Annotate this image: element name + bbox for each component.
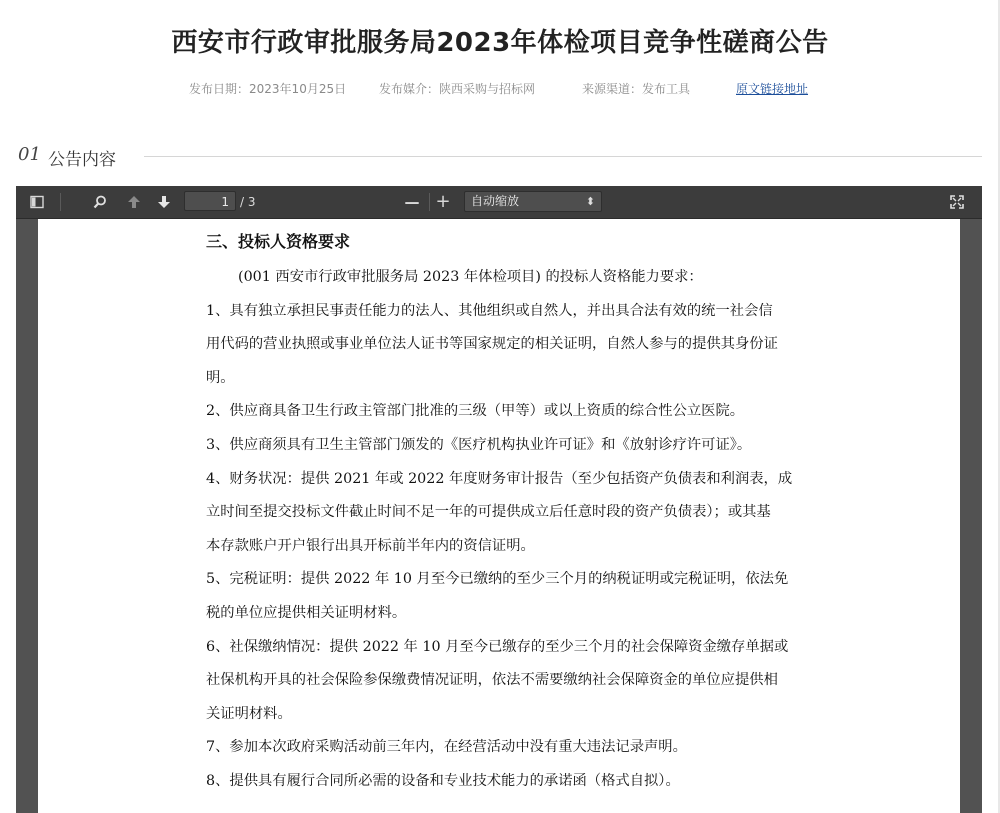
document-line: 4、财务状况：提供 2021 年或 2022 年度财务审计报告（至少包括资产负债表和利润表，成 <box>206 470 793 487</box>
publish-media <box>379 80 535 97</box>
sidebar-toggle-icon <box>30 195 44 209</box>
source-channel-label: 来源渠道： <box>582 82 643 96</box>
meta-row <box>0 80 1000 98</box>
document-line: 关证明材料。 <box>206 705 292 722</box>
document-line: 社保机构开具的社会保险参保缴费情况证明，依法不需要缴纳社会保障资金的单位应提供相 <box>206 672 778 689</box>
pdf-toolbar <box>16 186 982 219</box>
publish-media-label: 发布媒介： <box>379 82 440 96</box>
document-line: 用代码的营业执照或事业单位法人证书等国家规定的相关证明，自然人参与的提供其身份证 <box>206 336 778 353</box>
document-page <box>38 219 960 813</box>
publish-media-value: 陕西采购与招标网 <box>439 82 536 96</box>
document-line: 3、供应商须具有卫生主管部门颁发的《医疗机构执业许可证》和《放射诊疗许可证》。 <box>206 436 752 453</box>
arrow-down-icon <box>157 195 171 209</box>
document-line: 2、供应商具备卫生行政主管部门批准的三级（甲等）或以上资质的综合性公立医院。 <box>206 403 745 420</box>
document-line: 立时间至提交投标文件截止时间不足一年的可提供成立后任意时段的资产负债表）；或其基 <box>206 504 771 521</box>
document-line: (001 西安市行政审批服务局 2023 年体检项目) 的投标人资格能力要求： <box>238 269 703 285</box>
original-link[interactable]: 原文链接地址 <box>736 82 809 96</box>
document-heading: 三、投标人资格要求 <box>206 232 351 251</box>
zoom-select[interactable] <box>464 191 602 212</box>
document-line: 7、参加本次政府采购活动前三年内，在经营活动中没有重大违法记录声明。 <box>206 739 687 756</box>
source-channel-value: 发布工具 <box>642 82 691 96</box>
page-title: 西安市行政审批服务局2023年体检项目竞争性磋商公告 <box>171 28 829 58</box>
next-page-button[interactable] <box>151 191 177 213</box>
document-content <box>206 227 806 799</box>
document-line: 6、社保缴纳情况：提供 2022 年 10 月至今已缴存的至少三个月的社会保障资金缴存单据或 <box>206 638 789 655</box>
section-header <box>18 144 982 168</box>
zoom-select-value: 自动缩放 <box>471 194 520 208</box>
fullscreen-icon <box>950 195 964 209</box>
publish-date-value: 2023年10月25日 <box>249 82 347 96</box>
zoom-out-button[interactable]: — <box>404 193 420 211</box>
search-icon <box>93 195 107 209</box>
publish-date-label: 发布日期： <box>189 82 250 96</box>
page-number-input[interactable]: 1 <box>184 191 236 211</box>
search-button[interactable] <box>87 191 113 213</box>
document-line: 明。 <box>206 369 235 386</box>
arrow-up-icon <box>127 195 141 209</box>
page-count: / 3 <box>240 195 256 209</box>
document-line: 本存款账户开户银行出具开标前半年内的资信证明。 <box>206 537 535 554</box>
document-line: 税的单位应提供相关证明材料。 <box>206 604 407 621</box>
section-divider <box>144 156 982 157</box>
section-label: 公告内容 <box>48 150 116 170</box>
document-line: 8、提供具有履行合同所必需的设备和专业技术能力的承诺函（格式自拟）。 <box>206 772 680 789</box>
previous-page-button[interactable] <box>121 191 147 213</box>
sidebar-toggle-button[interactable] <box>24 191 50 213</box>
document-line: 5、完税证明：提供 2022 年 10 月至今已缴纳的至少三个月的纳税证明或完税证明，依法免 <box>206 571 789 588</box>
zoom-in-button[interactable]: + <box>435 191 451 212</box>
section-number: 01 <box>18 144 41 165</box>
fullscreen-button[interactable] <box>944 191 970 213</box>
pdf-viewer <box>16 186 982 813</box>
select-arrows-icon: ⬍ <box>585 195 595 208</box>
document-line: 1、具有独立承担民事责任能力的法人、其他组织或自然人，并出具合法有效的统一社会信 <box>206 302 773 319</box>
publish-date <box>189 80 346 97</box>
source-channel <box>582 80 690 97</box>
toolbar-separator <box>60 193 61 211</box>
